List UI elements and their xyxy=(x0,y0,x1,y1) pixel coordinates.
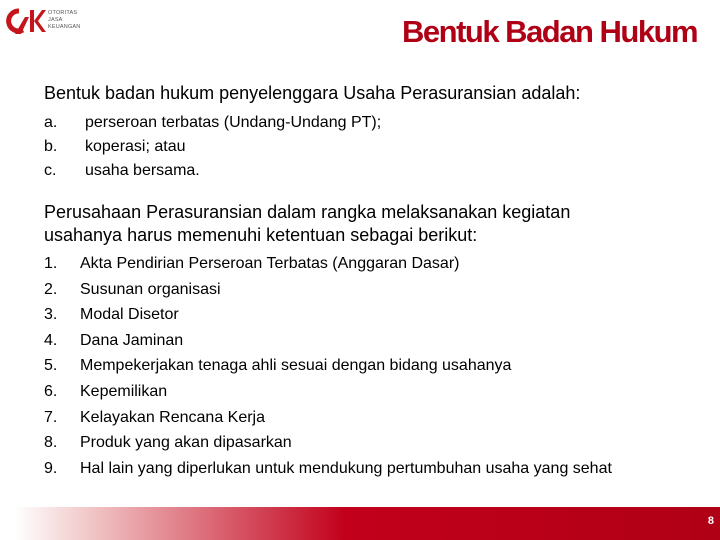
list-item xyxy=(44,280,612,306)
list-item xyxy=(44,254,612,280)
list-item-label: 1. xyxy=(44,255,58,272)
legal-forms-list xyxy=(44,113,381,185)
logo-text-line: KEUANGAN xyxy=(48,24,81,30)
list-item xyxy=(44,356,612,382)
list-item-label: a. xyxy=(44,114,58,131)
list-item xyxy=(44,459,612,485)
list-item-text: perseroan terbatas (Undang-Undang PT); xyxy=(85,114,382,131)
list-item xyxy=(44,408,612,434)
list-item xyxy=(44,113,381,137)
list-item-label: 6. xyxy=(44,382,58,400)
list-item-text: Kepemilikan xyxy=(80,382,168,400)
footer-bar xyxy=(0,507,720,540)
list-item-text: koperasi; atau xyxy=(85,138,186,155)
ojk-logo xyxy=(6,4,86,38)
requirements-list xyxy=(44,254,612,484)
intro-text: Bentuk badan hukum penyelenggara Usaha Perasuransian adalah: xyxy=(44,83,581,103)
list-item-label: 8. xyxy=(44,434,58,452)
list-item-text: Mempekerjakan tenaga ahli sesuai dengan bidang usahanya xyxy=(80,357,512,375)
ojk-logo-icon xyxy=(6,4,46,38)
list-item xyxy=(44,137,381,161)
list-item-label: 5. xyxy=(44,357,58,375)
list-item xyxy=(44,161,381,185)
logo-text xyxy=(48,10,80,31)
list-item-text: usaha bersama. xyxy=(85,162,200,179)
list-item-label: 7. xyxy=(44,408,58,426)
requirements-intro xyxy=(44,201,570,247)
list-item xyxy=(44,433,612,459)
list-item-text: Hal lain yang diperlukan untuk mendukung pertumbuhan usaha yang sehat xyxy=(80,459,612,477)
paragraph-line: Perusahaan Perasuransian dalam rangka melaksanakan kegiatan xyxy=(44,202,571,222)
paragraph-line: usahanya harus memenuhi ketentuan sebagai berikut: xyxy=(44,225,478,245)
logo-text-line: OTORITAS xyxy=(48,10,78,16)
list-item-text: Kelayakan Rencana Kerja xyxy=(80,408,266,426)
slide-title: Bentuk Badan Hukum xyxy=(402,14,698,49)
list-item-text: Susunan organisasi xyxy=(80,280,221,298)
list-item-text: Produk yang akan dipasarkan xyxy=(80,434,292,452)
list-item xyxy=(44,382,612,408)
list-item-label: 9. xyxy=(44,459,58,477)
list-item-label: c. xyxy=(44,162,57,179)
list-item-text: Dana Jaminan xyxy=(80,331,184,349)
page-number: 8 xyxy=(707,515,714,527)
logo-text-line: JASA xyxy=(48,17,63,23)
list-item-label: 3. xyxy=(44,306,58,324)
list-item-text: Akta Pendirian Perseroan Terbatas (Anggaran Dasar) xyxy=(80,255,460,272)
list-item-text: Modal Disetor xyxy=(80,306,179,324)
list-item-label: 4. xyxy=(44,331,58,349)
list-item xyxy=(44,331,612,357)
list-item-label: b. xyxy=(44,138,58,155)
list-item xyxy=(44,305,612,331)
list-item-label: 2. xyxy=(44,280,58,298)
